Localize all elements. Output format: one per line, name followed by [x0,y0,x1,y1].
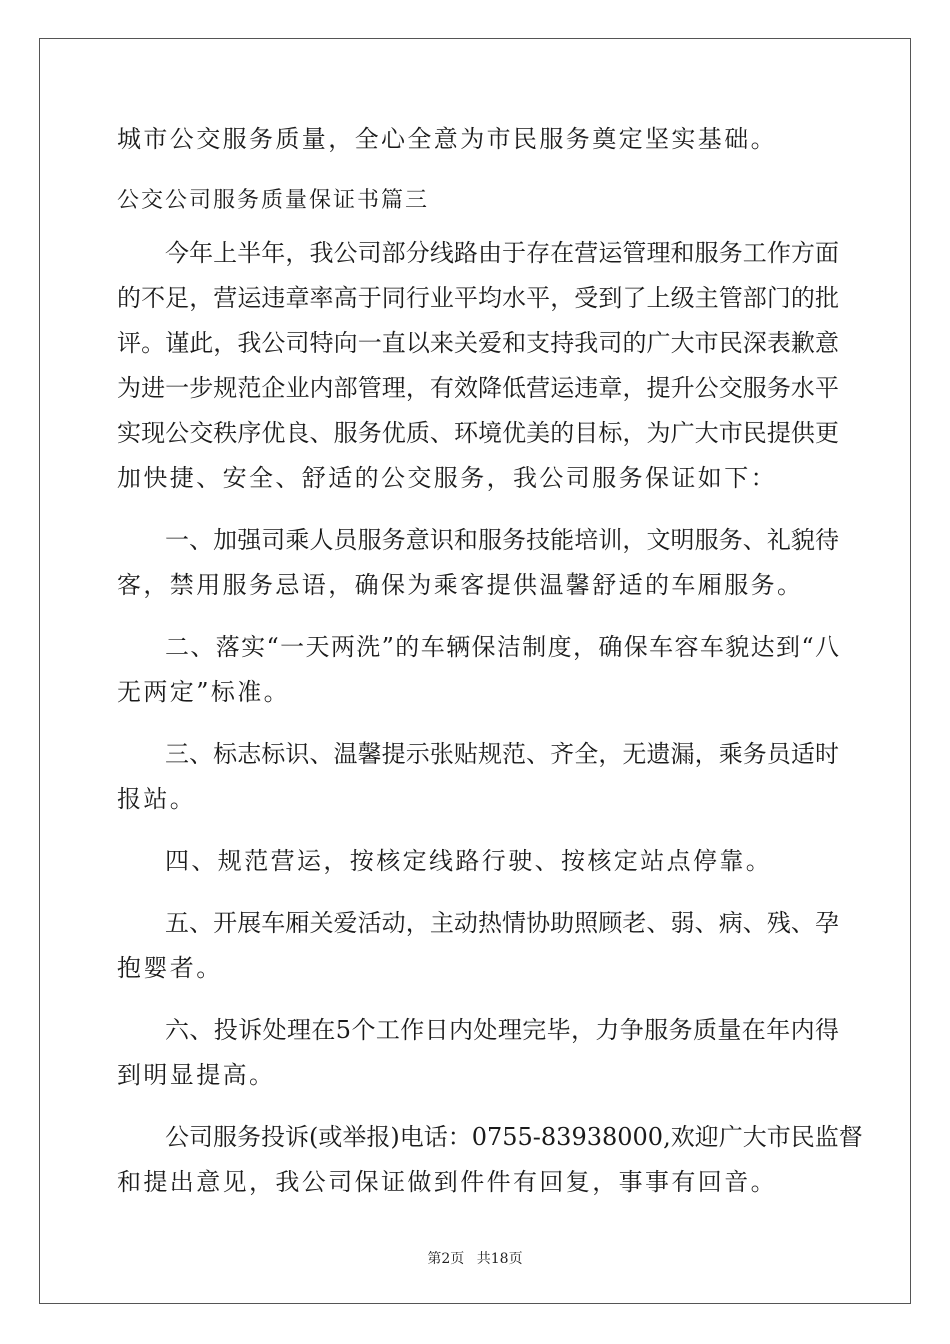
paragraph-line: 今年上半年，我公司部分线路由于存在营运管理和服务工作方面 [165,239,839,267]
list-item-line: 六、投诉处理在5个工作日内处理完毕，力争服务质量在年内得 [165,1016,839,1044]
contact-line: 和提出意见，我公司保证做到件件有回复，事事有回音。 [117,1168,777,1196]
paragraph-line: 为进一步规范企业内部管理，有效降低营运违章，提升公交服务水平 [117,374,839,402]
list-item-line: 报站。 [117,785,197,813]
list-item-line: 二、落实“一天两洗”的车辆保洁制度，确保车容车貌达到“八 [165,633,839,661]
list-item-line: 抱婴者。 [117,954,223,982]
paragraph-line: 城市公交服务质量，全心全意为市民服务奠定坚实基础。 [117,125,777,153]
contact-line: 公司服务投诉(或举报)电话：0755-83938000,欢迎广大市民监督 [165,1123,863,1151]
list-item-line: 一、加强司乘人员服务意识和服务技能培训，文明服务、礼貌待 [165,526,839,554]
list-item-line: 到明显提高。 [117,1061,276,1089]
page-total: 共18页 [476,1251,523,1267]
list-item-line: 五、开展车厢关爱活动，主动热情协助照顾老、弱、病、残、孕 [165,909,839,937]
paragraph-line: 的不足，营运违章率高于同行业平均水平，受到了上级主管部门的批 [117,284,839,312]
section-heading: 公交公司服务质量保证书篇三 [117,188,430,213]
paragraph-line: 实现公交秩序优良、服务优质、环境优美的目标，为广大市民提供更 [117,419,839,447]
list-item-line: 四、规范营运，按核定线路行驶、按核定站点停靠。 [165,847,773,875]
paragraph-line: 评。谨此，我公司特向一直以来关爱和支持我司的广大市民深表歉意 [117,329,839,357]
list-item-line: 客，禁用服务忌语，确保为乘客提供温馨舒适的车厢服务。 [117,571,804,599]
document-body [117,123,863,1228]
list-item-line: 无两定”标准。 [117,678,291,706]
page-number: 第2页 [427,1251,465,1267]
list-item-line: 三、标志标识、温馨提示张贴规范、齐全，无遗漏，乘务员适时 [165,740,839,768]
paragraph-line: 加快捷、安全、舒适的公交服务，我公司服务保证如下： [117,464,777,492]
page-footer [0,1248,950,1268]
